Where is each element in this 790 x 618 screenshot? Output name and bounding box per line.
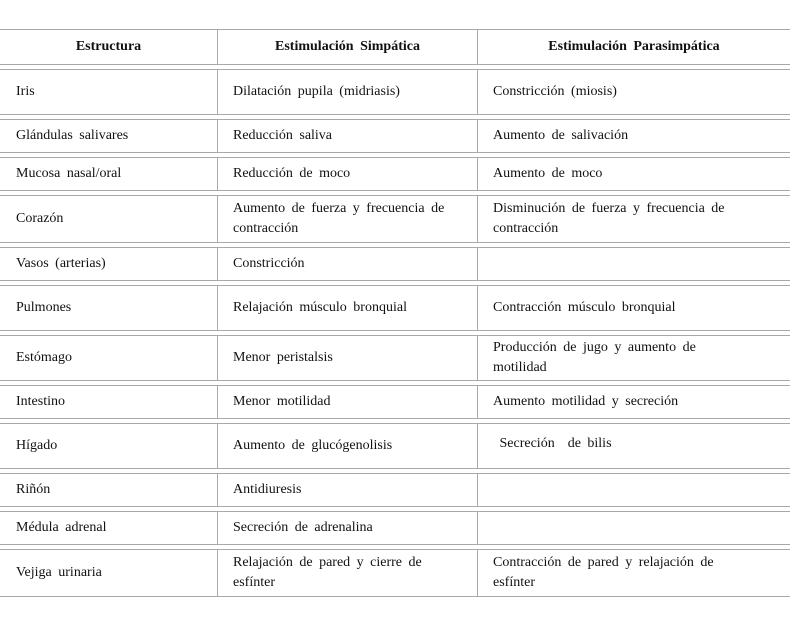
cell-estructura: Iris [0, 70, 218, 114]
header-simpatica: Estimulación Simpática [218, 30, 478, 64]
table-row [0, 119, 790, 153]
table-row [0, 157, 790, 191]
cell-estructura: Corazón [0, 196, 218, 242]
cell-parasimpatica: Secreción de bilis [493, 436, 612, 451]
cell-parasimpatica [478, 512, 790, 544]
cell-estructura: Vasos (arterias) [0, 248, 218, 280]
cell-estructura: Médula adrenal [0, 512, 218, 544]
table-row [0, 473, 790, 507]
cell-estructura: Intestino [0, 386, 218, 418]
cell-parasimpatica [478, 474, 790, 506]
cell-parasimpatica: Aumento de salivación [493, 128, 629, 143]
comparison-table [0, 29, 790, 597]
cell-parasimpatica: Disminución de fuerza y frecuencia de contracción [493, 201, 725, 236]
cell-simpatica: Relajación de pared y cierre de esfínter [218, 550, 478, 596]
table-header-row [0, 29, 790, 65]
cell-simpatica: Menor peristalsis [218, 336, 478, 380]
table-row [0, 69, 790, 115]
cell-parasimpatica: Producción de jugo y aumento de motilidad [493, 340, 696, 375]
table-row [0, 511, 790, 545]
table-row [0, 549, 790, 597]
cell-estructura: Mucosa nasal/oral [0, 158, 218, 190]
header-parasimpatica: Estimulación Parasimpática [548, 39, 720, 54]
cell-simpatica: Relajación músculo bronquial [218, 286, 478, 330]
cell-parasimpatica: Aumento motilidad y secreción [493, 394, 679, 409]
table-row [0, 247, 790, 281]
table-row [0, 195, 790, 243]
cell-parasimpatica: Contracción de pared y relajación de esfínter [493, 555, 714, 590]
cell-estructura: Hígado [0, 424, 218, 468]
cell-simpatica: Menor motilidad [218, 386, 478, 418]
cell-estructura: Pulmones [0, 286, 218, 330]
cell-parasimpatica [478, 248, 790, 280]
cell-simpatica: Constricción [218, 248, 478, 280]
cell-simpatica: Secreción de adrenalina [218, 512, 478, 544]
cell-simpatica: Antidiuresis [218, 474, 478, 506]
cell-simpatica: Reducción saliva [218, 120, 478, 152]
table-row [0, 285, 790, 331]
cell-simpatica: Dilatación pupila (midriasis) [218, 70, 478, 114]
cell-estructura: Riñón [0, 474, 218, 506]
cell-estructura: Vejiga urinaria [0, 550, 218, 596]
cell-simpatica: Aumento de glucógenolisis [218, 424, 478, 468]
table-row [0, 335, 790, 381]
cell-estructura: Glándulas salivares [0, 120, 218, 152]
cell-parasimpatica: Aumento de moco [493, 166, 603, 181]
table-row [0, 385, 790, 419]
cell-simpatica: Aumento de fuerza y frecuencia de contracción [218, 196, 478, 242]
cell-parasimpatica: Constricción (miosis) [493, 84, 617, 99]
cell-parasimpatica: Contracción músculo bronquial [493, 300, 676, 315]
cell-simpatica: Reducción de moco [218, 158, 478, 190]
cell-estructura: Estómago [0, 336, 218, 380]
table-row [0, 423, 790, 469]
header-estructura: Estructura [0, 30, 218, 64]
